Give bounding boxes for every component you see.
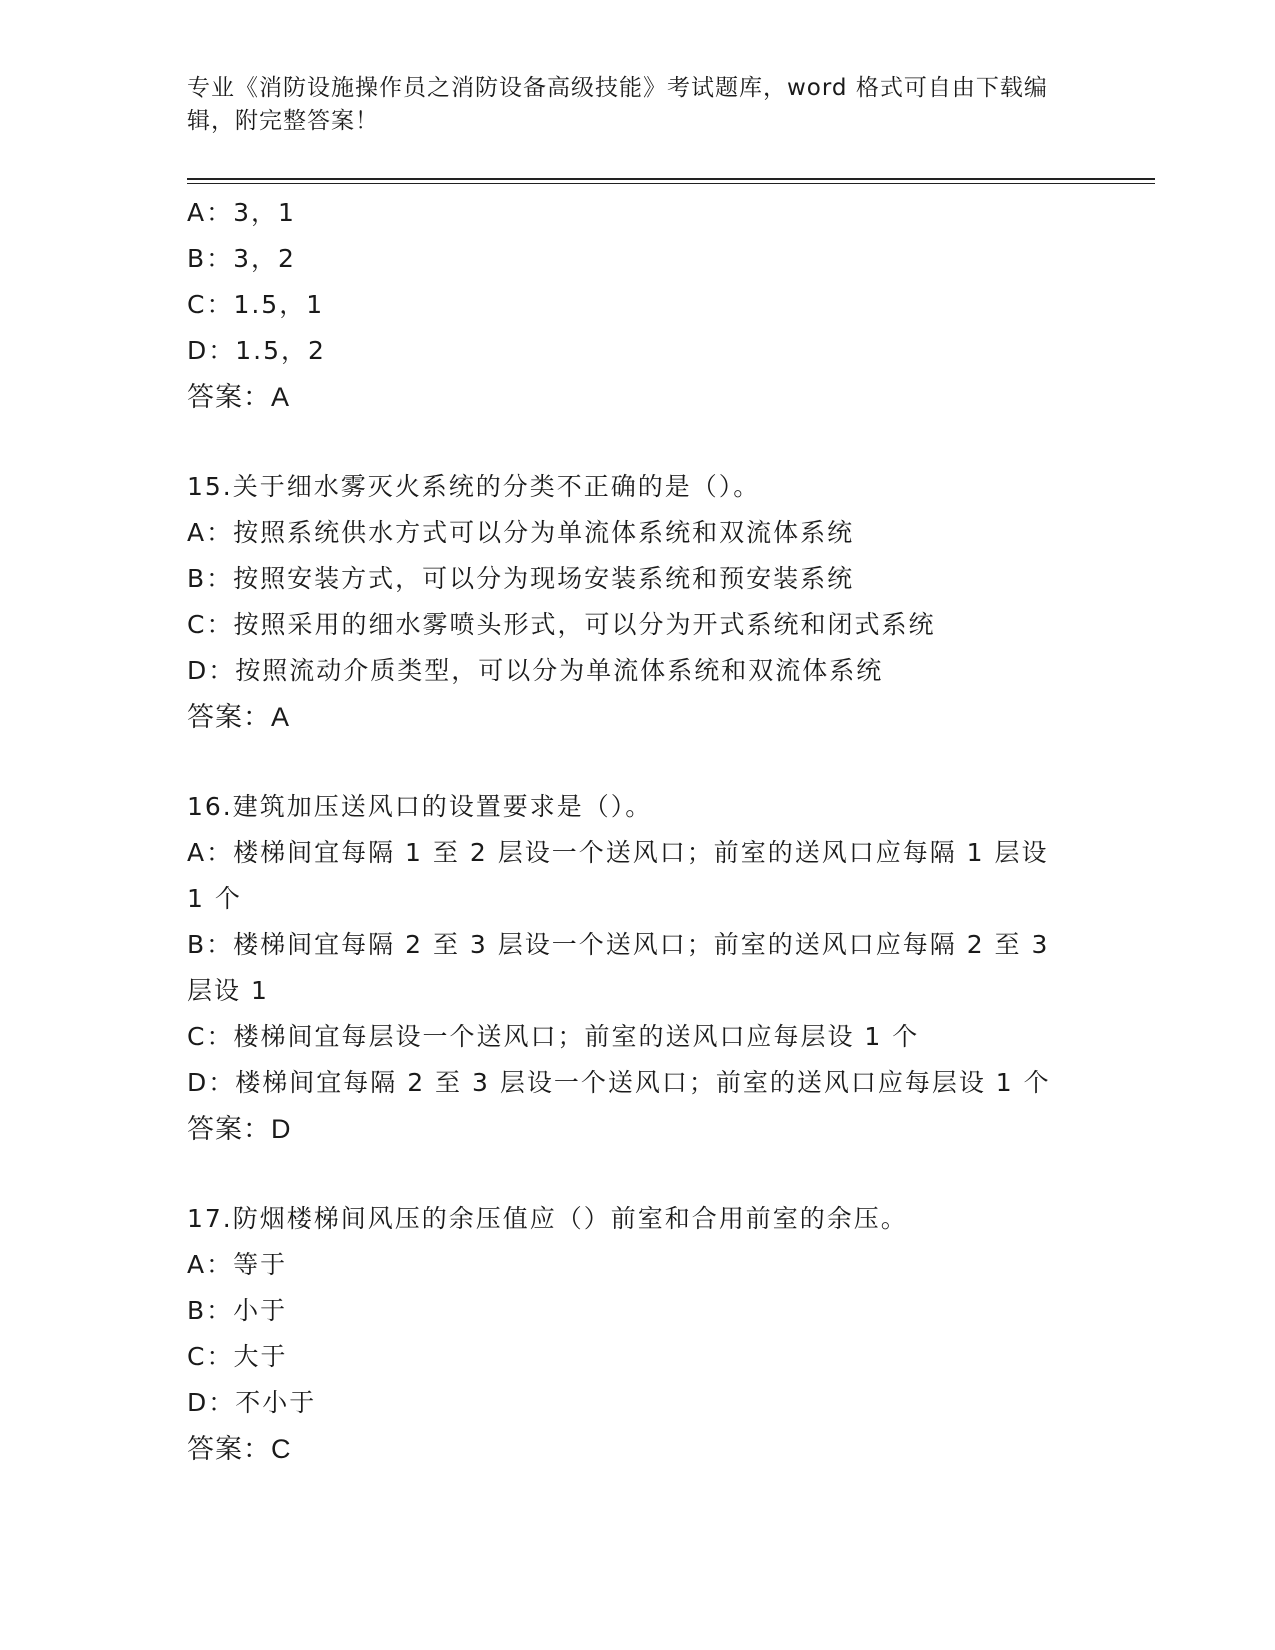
option-d: D：按照流动介质类型，可以分为单流体系统和双流体系统 <box>187 656 884 685</box>
option-c: C：按照采用的细水雾喷头形式，可以分为开式系统和闭式系统 <box>187 610 936 639</box>
option-c: C：1.5，1 <box>187 290 325 319</box>
answer: 答案：C <box>187 1434 292 1464</box>
option-b-continued: 层设 1 <box>187 976 269 1005</box>
answer: 答案：A <box>187 702 291 732</box>
header-line-2: 辑，附完整答案！ <box>187 108 379 134</box>
spacer <box>187 420 1087 464</box>
option-b: B：3，2 <box>187 244 296 273</box>
question-15 <box>187 464 1087 740</box>
answer: 答案：A <box>187 382 291 412</box>
option-a: A：按照系统供水方式可以分为单流体系统和双流体系统 <box>187 518 855 547</box>
question-17 <box>187 1196 1087 1472</box>
answer: 答案：D <box>187 1114 292 1144</box>
option-b: B：楼梯间宜每隔 2 至 3 层设一个送风口；前室的送风口应每隔 2 至 3 <box>187 930 1050 959</box>
option-a: A：楼梯间宜每隔 1 至 2 层设一个送风口；前室的送风口应每隔 1 层设 <box>187 838 1049 867</box>
question-list <box>187 190 1087 1472</box>
option-a: A：等于 <box>187 1250 288 1279</box>
option-c: C：大于 <box>187 1342 288 1371</box>
option-b: B：小于 <box>187 1296 288 1325</box>
option-a-continued: 1 个 <box>187 884 242 913</box>
option-b: B：按照安装方式，可以分为现场安装系统和预安装系统 <box>187 564 855 593</box>
spacer <box>187 740 1087 784</box>
option-d: D：不小于 <box>187 1388 317 1417</box>
question-text: 16.建筑加压送风口的设置要求是（）。 <box>187 792 653 821</box>
header-line-1: 专业《消防设施操作员之消防设备高级技能》考试题库，word 格式可自由下载编 <box>187 75 1048 101</box>
question-16 <box>187 784 1087 1152</box>
question-text: 17.防烟楼梯间风压的余压值应（）前室和合用前室的余压。 <box>187 1204 908 1233</box>
option-c: C：楼梯间宜每层设一个送风口；前室的送风口应每层设 1 个 <box>187 1022 920 1051</box>
question-14 <box>187 190 1087 420</box>
spacer <box>187 1152 1087 1196</box>
header-divider-thick <box>187 178 1155 180</box>
document-header <box>187 72 1067 138</box>
header-divider-thin <box>187 183 1155 184</box>
option-d: D：楼梯间宜每隔 2 至 3 层设一个送风口；前室的送风口应每层设 1 个 <box>187 1068 1051 1097</box>
option-a: A：3，1 <box>187 198 296 227</box>
question-text: 15.关于细水雾灭火系统的分类不正确的是（）。 <box>187 472 761 501</box>
option-d: D：1.5，2 <box>187 336 326 365</box>
